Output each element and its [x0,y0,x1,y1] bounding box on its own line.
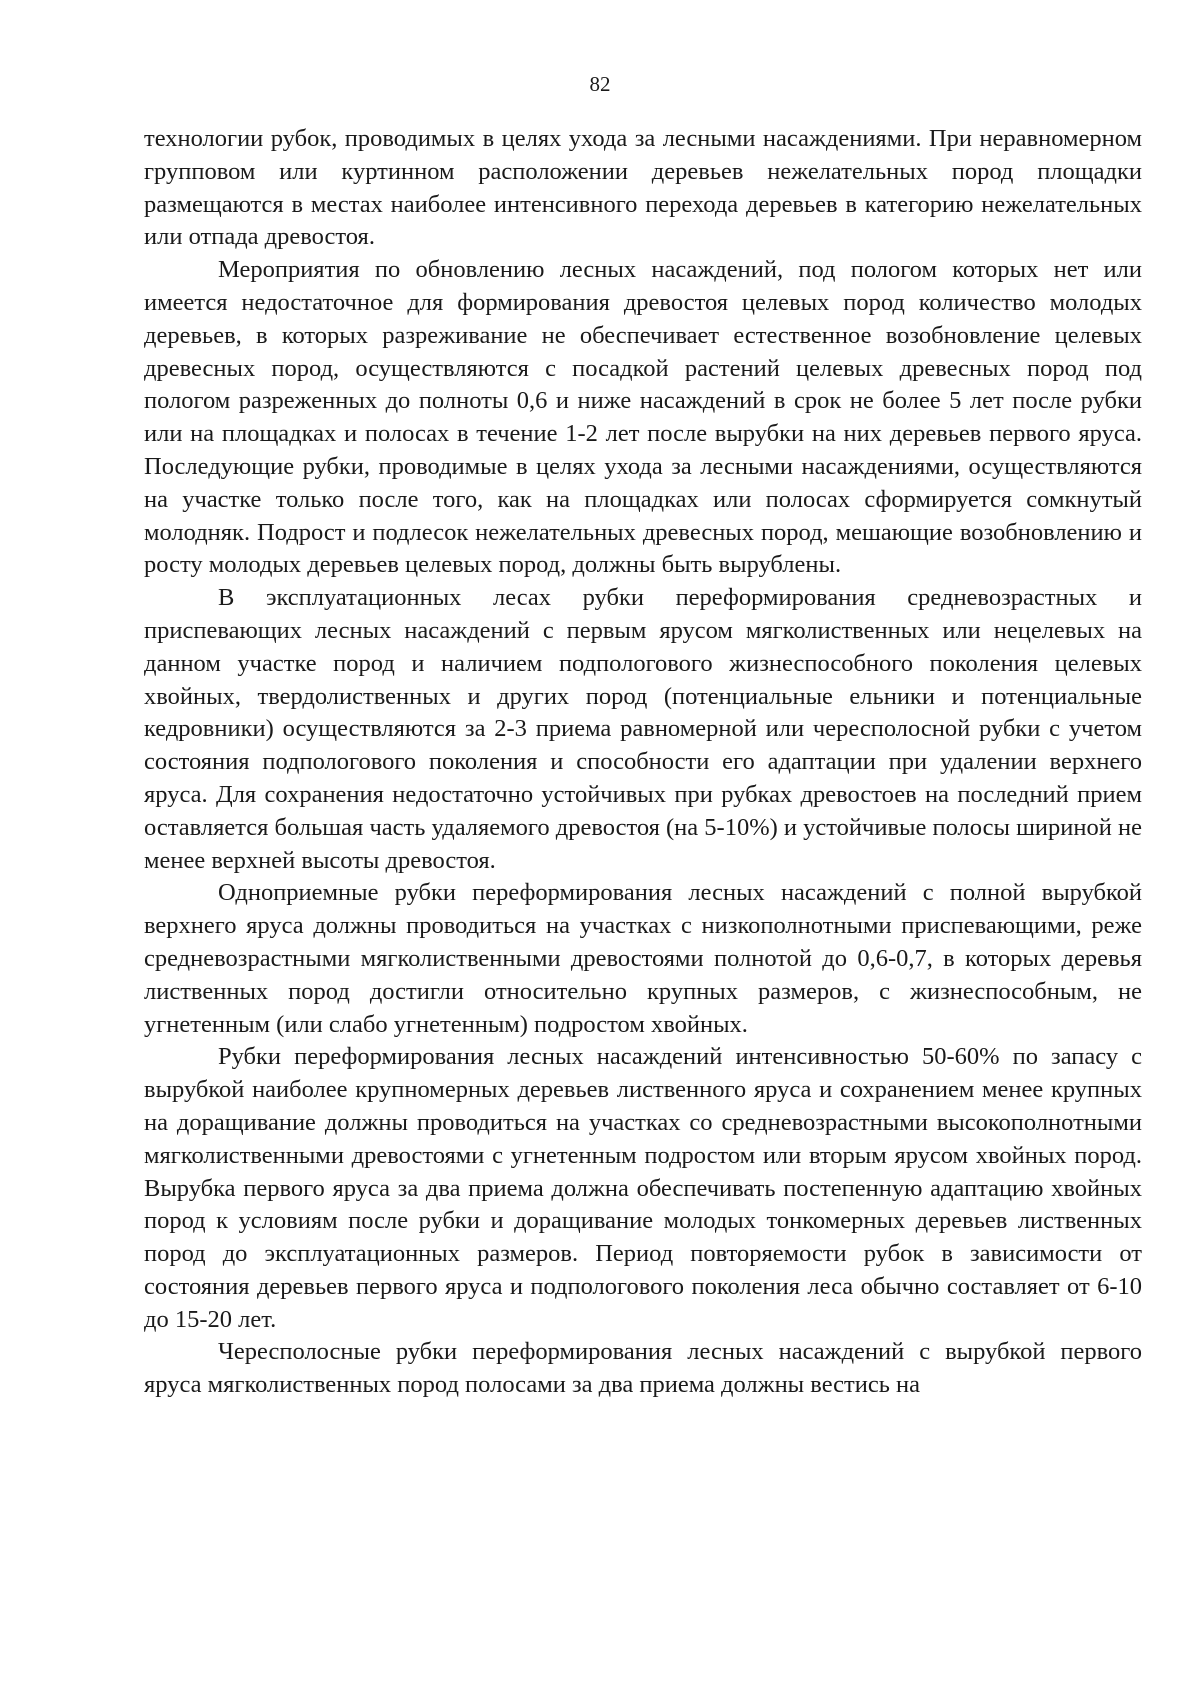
paragraph-single-stage-cutting: Одноприемные рубки переформирования лесных насаждений с полной вырубкой верхнего яруса должны проводиться на участках с низкополнотными приспевающими, реже средневозрастными мягколиственными древостоями полнотой до 0,6-0,7, в которых деревья лиственных пород достигли относительно крупных размеров, с жизнеспособным, не угнетенным (или слабо угнетенным) подростом хвойных. [144,879,1142,1038]
paragraph-renewal-measures: Мероприятия по обновлению лесных насаждений, под пологом которых нет или имеется недостаточное для формирования древостоя целевых пород количество молодых деревьев, в которых разреживание не обеспечивает естественное возобновление целевых древесных пород, осуществляются с посадкой растений целевых древесных пород под пологом разреженных до полноты 0,6 и ниже насаждений в срок не более 5 лет после рубки или на площадках и полосах в течение 1-2 лет после вырубки на них деревьев первого яруса. Последующие рубки, проводимые в целях ухода за лесными насаждениями, осуществляются на участке только после того, как на площадках или полосах сформируется сомкнутый молодняк. Подрост и подлесок нежелательных древесных пород, мешающие возобновлению и росту молодых деревьев целевых пород, должны быть вырублены. [144,256,1142,579]
paragraph-strip-cutting: Чересполосные рубки переформирования лесных насаждений с вырубкой первого яруса мягколиственных пород полосами за два приема должны вестись на [144,1338,1142,1399]
paragraph-exploitation-forests: В эксплуатационных лесах рубки переформирования средневозрастных и приспевающих лесных насаждений с первым ярусом мягколиственных или нецелевых на данном участке пород и наличием подпологового жизнеспособного поколения целевых хвойных, твердолиственных и других пород (потенциальные ельники и потенциальные кедровники) осуществляются за 2-3 приема равномерной или чересполосной рубки с учетом состояния подпологового поколения и способности его адаптации при удалении верхнего яруса. Для сохранения недостаточно устойчивых при рубках древостоев на последний прием оставляется большая часть удаляемого древостоя (на 5-10%) и устойчивые полосы шириной не менее верхней высоты древостоя. [144,584,1142,874]
page-number: 82 [589,72,611,96]
body-text [144,123,1142,1402]
paragraph-continuation: технологии рубок, проводимых в целях ухода за лесными насаждениями. При неравномерном групповом или куртинном расположении деревьев нежелательных пород площадки размещаются в местах наиболее интенсивного перехода деревьев в категорию нежелательных или отпада древостоя. [144,125,1142,251]
paragraph-intensity-cutting: Рубки переформирования лесных насаждений интенсивностью 50-60% по запасу с вырубкой наиболее крупномерных деревьев лиственного яруса и сохранением менее крупных на доращивание должны проводиться на участках со средневозрастными высокополнотными мягколиственными древостоями с угнетенным подростом или вторым ярусом хвойных пород. Вырубка первого яруса за два приема должна обеспечивать постепенную адаптацию хвойных пород к условиям после рубки и доращивание молодых тонкомерных деревьев лиственных пород до эксплуатационных размеров. Период повторяемости рубок в зависимости от состояния деревьев первого яруса и подпологового поколения леса обычно составляет от 6-10 до 15-20 лет. [144,1043,1142,1333]
